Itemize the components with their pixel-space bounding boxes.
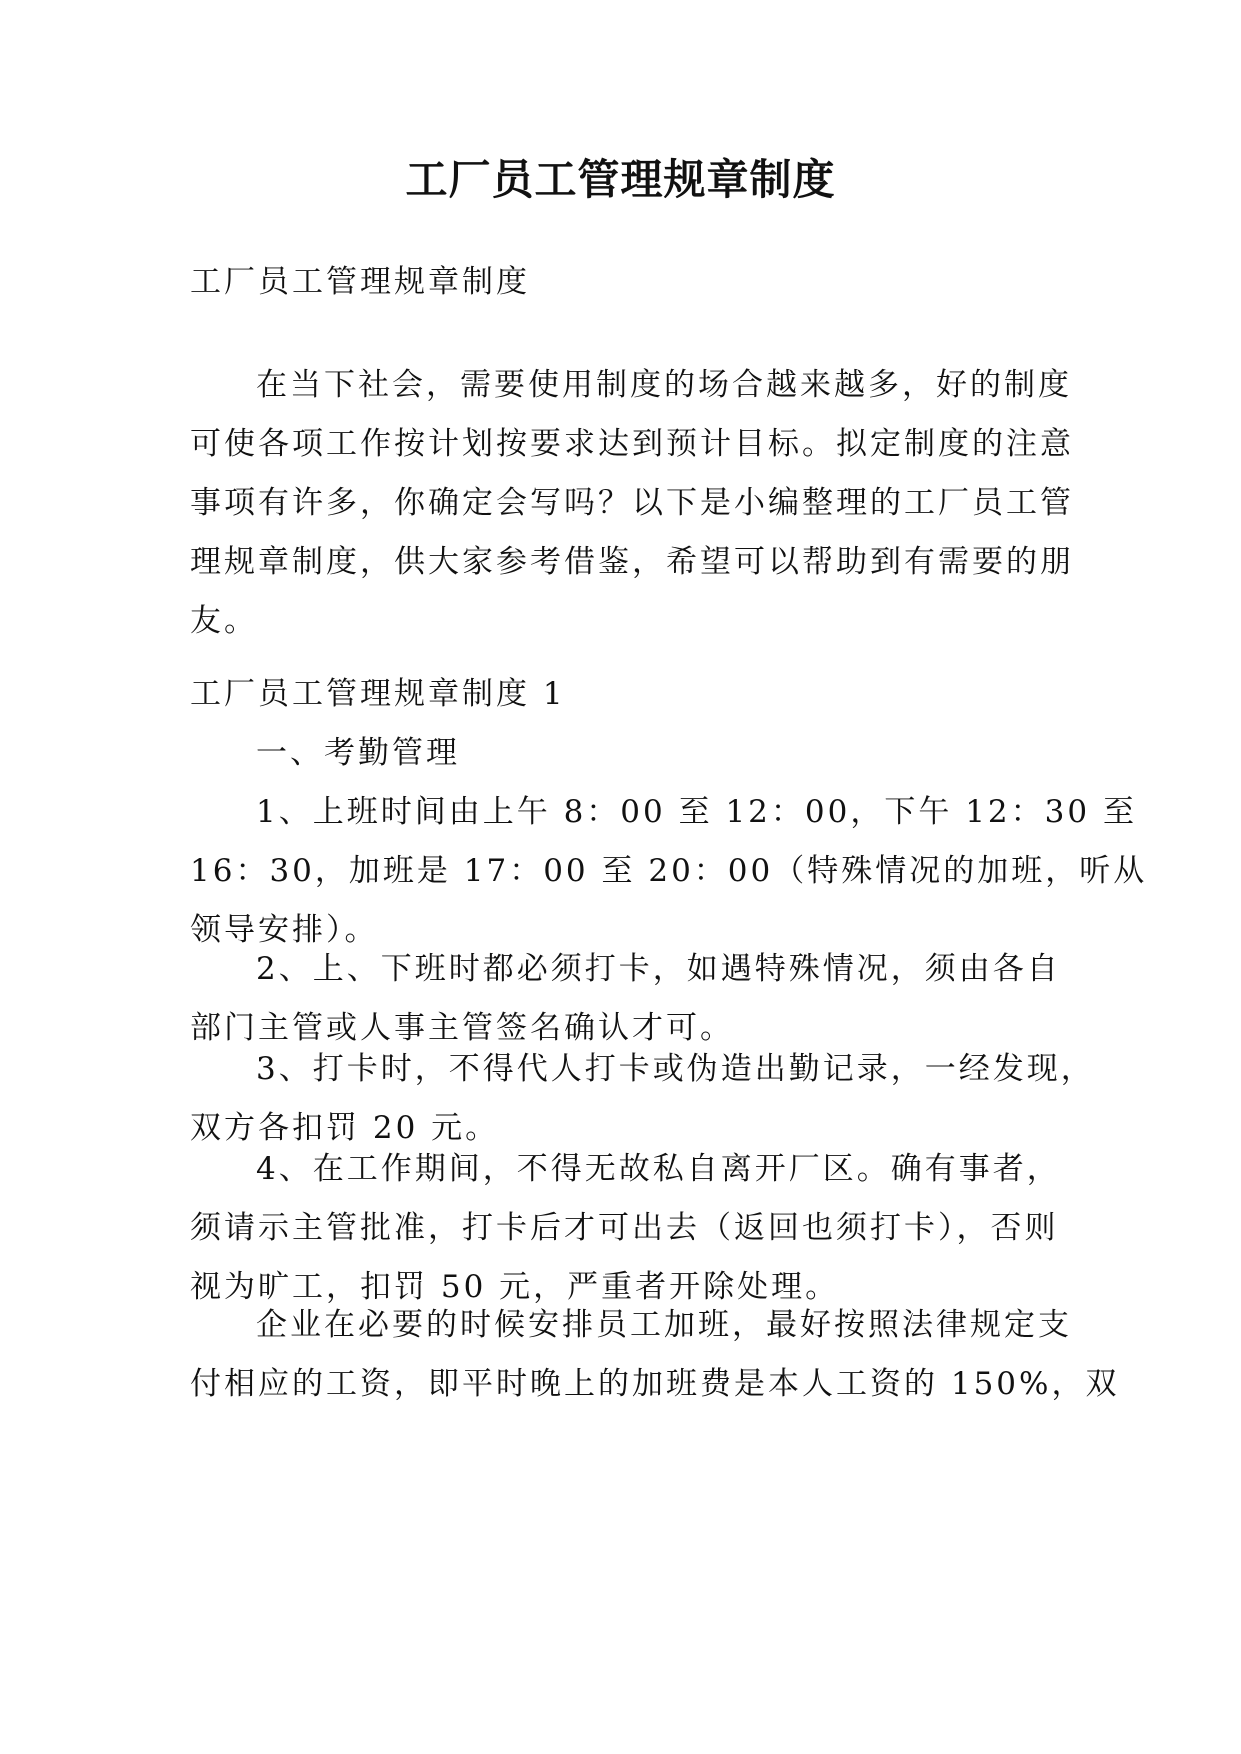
- intro-line: 在当下社会，需要使用制度的场合越来越多，好的制度: [256, 367, 1072, 403]
- section-heading-text: 工厂员工管理规章制度 1: [190, 676, 566, 712]
- intro-line: 理规章制度，供大家参考借鉴，希望可以帮助到有需要的朋: [190, 544, 1074, 580]
- document-subtitle: [190, 253, 1070, 312]
- overtime-paragraph: [190, 1296, 1120, 1414]
- rule-line: 部门主管或人事主管签名确认才可。: [190, 1010, 734, 1046]
- intro-paragraph: [190, 356, 1074, 651]
- rule-line: 视为旷工，扣罚 50 元，严重者开除处理。: [190, 1269, 840, 1305]
- rule-item-4: [190, 1140, 1070, 1317]
- rule-line: 领导安排）。: [190, 912, 379, 948]
- intro-line: 友。: [190, 603, 258, 639]
- rule-line: 须请示主管批准，打卡后才可出去（返回也须打卡），否则: [190, 1210, 1059, 1246]
- rule-line: 4、在工作期间，不得无故私自离开厂区。确有事者，: [256, 1151, 1061, 1187]
- paragraph-line: 付相应的工资，即平时晚上的加班费是本人工资的 150%，双: [190, 1366, 1120, 1402]
- rule-line: 3、打卡时，不得代人打卡或伪造出勤记录，一经发现，: [256, 1051, 1095, 1087]
- paragraph-line: 企业在必要的时候安排员工加班，最好按照法律规定支: [256, 1307, 1072, 1343]
- rule-line: 1、上班时间由上午 8：00 至 12：00，下午 12：30 至: [256, 794, 1137, 830]
- subsection-heading-text: 一、考勤管理: [256, 735, 460, 771]
- intro-line: 事项有许多，你确定会写吗？以下是小编整理的工厂员工管: [190, 485, 1074, 521]
- subsection-heading: [190, 724, 1070, 783]
- rule-line: 2、上、下班时都必须打卡，如遇特殊情况，须由各自: [256, 951, 1061, 987]
- rule-line: 双方各扣罚 20 元。: [190, 1110, 500, 1146]
- section-heading: [190, 665, 1070, 724]
- intro-line: 可使各项工作按计划按要求达到预计目标。拟定制度的注意: [190, 426, 1074, 462]
- subtitle-text: 工厂员工管理规章制度: [190, 264, 530, 300]
- document-title: 工厂员工管理规章制度: [405, 155, 836, 204]
- rule-item-1: [190, 783, 1148, 960]
- rule-line: 16：30，加班是 17：00 至 20：00（特殊情况的加班，听从: [190, 853, 1148, 889]
